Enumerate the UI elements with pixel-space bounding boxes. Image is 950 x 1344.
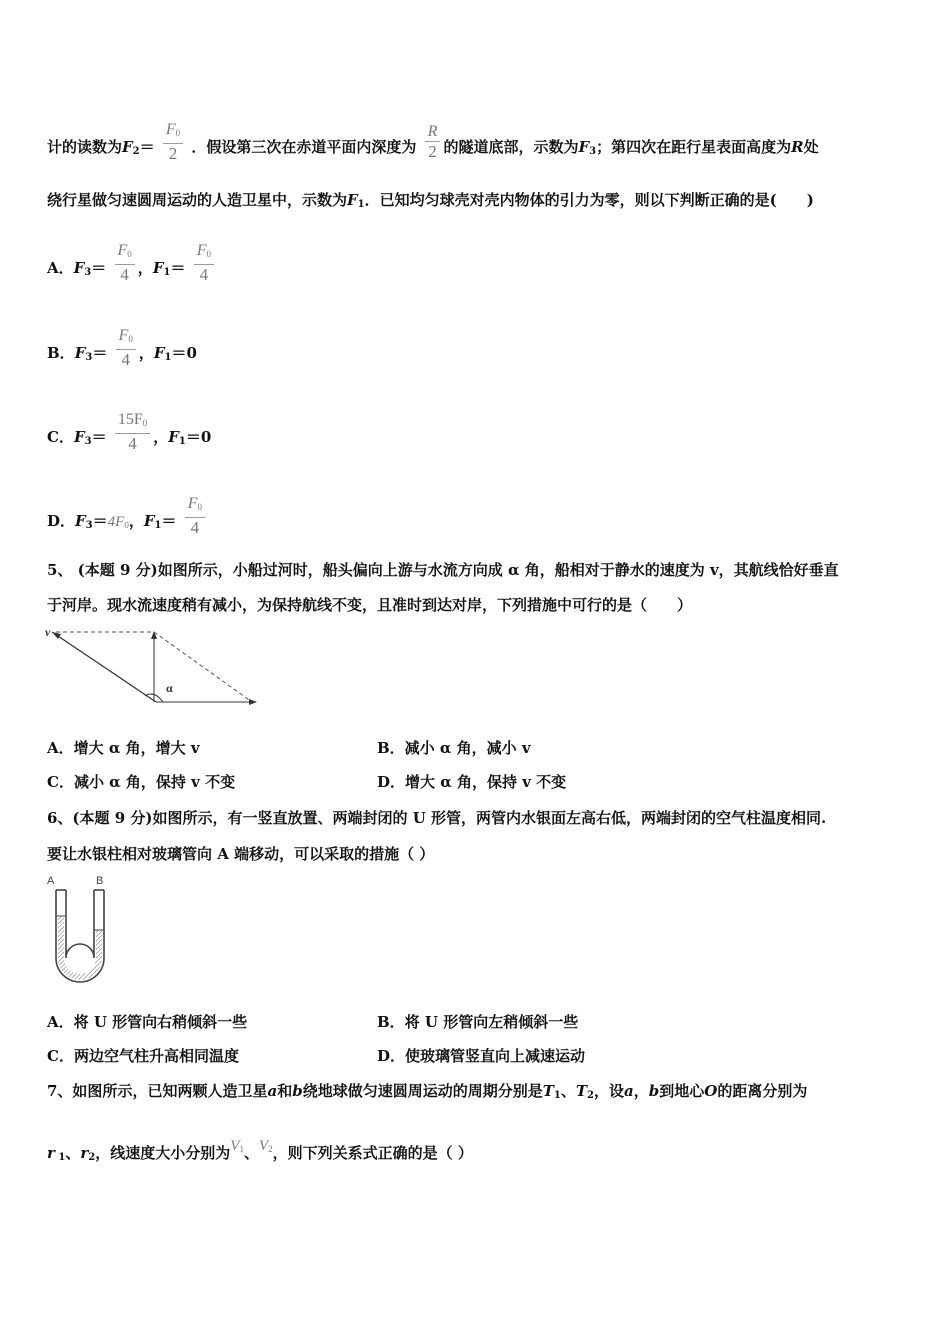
q5-option-a[interactable]: A．增大 α 角，增大 v: [47, 739, 200, 757]
label-v: v: [45, 625, 51, 639]
q4-option-b[interactable]: B．$F_3=$ $\frac{F_0}{4}$ ，$F_1=0$: [47, 327, 197, 369]
q4-option-c[interactable]: C．$F_3=$ $\frac{15F_0}{4}$ ，$F_1=0$: [47, 411, 212, 453]
fraction-R-over-2: $\frac{R}{2}$: [425, 122, 441, 162]
q4-line-2: 绕行星做匀速圆周运动的人造卫星中，示数为$F_1$．已知均匀球壳对壳内物体的引力为零，则以下判断正确的是( ): [47, 191, 814, 210]
q6-option-c[interactable]: C．两边空气柱升高相同温度: [47, 1047, 239, 1065]
boat-velocity-diagram: [44, 622, 264, 710]
q5-option-d[interactable]: D．增大 α 角，保持 v 不变: [377, 773, 567, 791]
q4-line-1: 计的读数为$F_2=$ $\frac{F_0}{2}$ ．假设第三次在赤道平面内深度为 $\frac{R}{2}$ 的隧道底部，示数为$F_3$；第四次在距行星表面高度为R处: [47, 121, 819, 163]
q4-option-a[interactable]: A．$F_3=$ $\frac{F_0}{4}$ ，$F_1=$ $\frac{F_0}{4}$: [47, 247, 217, 291]
q5-line-1: 5、 (本题 9 分)如图所示，小船过河时，船头偏向上游与水流方向成 α 角，船相对于静水的速度为 v，其航线恰好垂直: [47, 561, 839, 579]
v2-symbol: $V_2$: [258, 1138, 273, 1154]
q6-option-d[interactable]: D．使玻璃管竖直向上减速运动: [377, 1047, 586, 1065]
v1-symbol: $V_1$: [230, 1138, 244, 1154]
label-B: B: [96, 875, 104, 887]
label-A: A: [47, 875, 55, 887]
q5-line-2: 于河岸。现水流速度稍有减小，为保持航线不变，且准时到达对岸，下列措施中可行的是（ ）: [47, 596, 693, 614]
fraction-F0-over-4: $\frac{F_0}{4}$: [194, 241, 214, 285]
fraction-F0-over-2: $\frac{F_0}{2}$: [163, 120, 183, 164]
q6-option-b[interactable]: B．将 U 形管向左稍倾斜一些: [377, 1013, 579, 1031]
q6-line-2: 要让水银柱相对玻璃管向 A 端移动，可以采取的措施（ ）: [47, 845, 435, 863]
q7-line-1: 7、如图所示，已知两颗人造卫星a和b绕地球做匀速圆周运动的周期分别是$T_1$、$T_2$，设a，b到地心O的距离分别为: [47, 1082, 808, 1101]
q6-option-a[interactable]: A．将 U 形管向右稍倾斜一些: [47, 1013, 248, 1031]
label-alpha: α: [166, 681, 173, 695]
q5-option-c[interactable]: C．减小 α 角，保持 v 不变: [47, 773, 236, 791]
q6-line-1: 6、(本题 9 分)如图所示，有一竖直放置、两端封闭的 U 形管，两管内水银面左高右低，两端封闭的空气柱温度相同.: [47, 809, 827, 827]
fraction-15F0-over-4: $\frac{15F_0}{4}$: [115, 410, 150, 454]
fraction-F0-over-4: $\frac{F_0}{4}$: [185, 494, 205, 538]
q4-option-d[interactable]: D．$F_3=4F_0$，$F_1=$ $\frac{F_0}{4}$: [47, 500, 208, 544]
fraction-F0-over-4: $\frac{F_0}{4}$: [116, 326, 136, 370]
fraction-F0-over-4: $\frac{F_0}{4}$: [115, 241, 135, 285]
value-4F0: $4F_0$: [107, 514, 129, 530]
u-tube-diagram: [44, 874, 118, 986]
q7-line-2: r $_1$、$r_2$，线速度大小分别为$V_1$、$V_2$，则下列关系式正确的是（ ）: [47, 1138, 473, 1163]
q5-option-b[interactable]: B．减小 α 角，减小 v: [377, 739, 531, 757]
